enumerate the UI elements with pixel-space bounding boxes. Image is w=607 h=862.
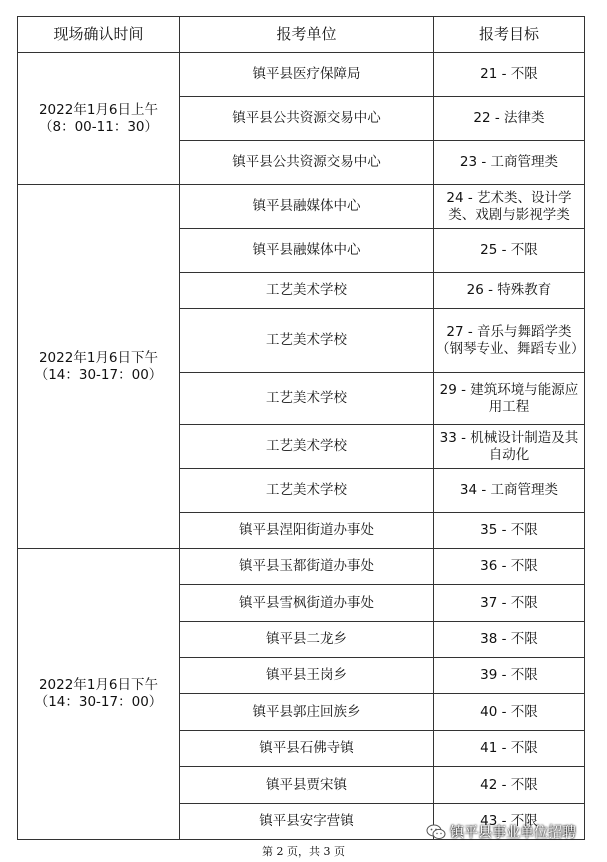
table-row — [18, 53, 585, 97]
target-cell: 35 - 不限 — [434, 513, 585, 549]
target-cell: 22 - 法律类 — [434, 97, 585, 141]
schedule-table — [17, 16, 585, 840]
time-range: （14：30-17：00） — [34, 366, 163, 383]
unit-cell: 镇平县医疗保障局 — [180, 53, 434, 97]
time-range: （14：30-17：00） — [34, 694, 163, 710]
header-target: 报考目标 — [434, 17, 585, 53]
target-cell: 34 - 工商管理类 — [434, 469, 585, 513]
watermark-text: 镇平县事业单位招聘 — [450, 825, 576, 841]
target-cell: 33 - 机械设计制造及其自动化 — [434, 425, 585, 469]
target-cell: 43 - 不限 — [434, 804, 585, 840]
unit-cell: 镇平县涅阳街道办事处 — [180, 513, 434, 549]
unit-cell: 工艺美术学校 — [180, 469, 434, 513]
target-cell: 37 - 不限 — [434, 585, 585, 622]
target-cell: 29 - 建筑环境与能源应用工程 — [434, 373, 585, 425]
time-cell — [18, 53, 180, 185]
header-row — [18, 17, 585, 53]
target-cell: 42 - 不限 — [434, 767, 585, 804]
unit-cell: 镇平县公共资源交易中心 — [180, 97, 434, 141]
unit-cell: 镇平县王岗乡 — [180, 658, 434, 694]
unit-cell: 镇平县石佛寺镇 — [180, 731, 434, 767]
unit-cell: 镇平县雪枫街道办事处 — [180, 585, 434, 622]
header-time: 现场确认时间 — [18, 17, 180, 53]
time-date: 2022年1月6日上午 — [38, 101, 159, 118]
unit-cell: 工艺美术学校 — [180, 425, 434, 469]
table-row — [18, 185, 585, 229]
target-cell: 24 - 艺术类、设计学类、戏剧与影视学类 — [434, 185, 585, 229]
target-cell: 41 - 不限 — [434, 731, 585, 767]
table-row — [18, 549, 585, 585]
target-cell: 39 - 不限 — [434, 658, 585, 694]
unit-cell: 镇平县二龙乡 — [180, 622, 434, 658]
target-cell: 40 - 不限 — [434, 694, 585, 731]
unit-cell: 镇平县安字营镇 — [180, 804, 434, 840]
unit-cell: 镇平县融媒体中心 — [180, 185, 434, 229]
time-range: （8：00-11：30） — [39, 118, 158, 135]
unit-cell: 工艺美术学校 — [180, 373, 434, 425]
target-cell: 36 - 不限 — [434, 549, 585, 585]
unit-cell: 工艺美术学校 — [180, 273, 434, 309]
target-cell: 25 - 不限 — [434, 229, 585, 273]
unit-cell: 镇平县融媒体中心 — [180, 229, 434, 273]
time-date: 2022年1月6日下午 — [38, 677, 159, 693]
watermark — [426, 822, 576, 842]
target-cell: 38 - 不限 — [434, 622, 585, 658]
time-date: 2022年1月6日下午 — [38, 349, 159, 366]
target-cell: 27 - 音乐与舞蹈学类（钢琴专业、舞蹈专业） — [434, 309, 585, 373]
time-cell — [18, 549, 180, 840]
unit-cell: 镇平县贾宋镇 — [180, 767, 434, 804]
target-cell: 23 - 工商管理类 — [434, 141, 585, 185]
page-footer: 第 2 页，共 3 页 — [262, 845, 345, 858]
time-cell — [18, 185, 180, 549]
wechat-icon — [426, 824, 446, 840]
header-unit: 报考单位 — [180, 17, 434, 53]
target-cell: 26 - 特殊教育 — [434, 273, 585, 309]
target-cell: 21 - 不限 — [434, 53, 585, 97]
unit-cell: 镇平县郭庄回族乡 — [180, 694, 434, 731]
unit-cell: 镇平县玉都街道办事处 — [180, 549, 434, 585]
unit-cell: 镇平县公共资源交易中心 — [180, 141, 434, 185]
unit-cell: 工艺美术学校 — [180, 309, 434, 373]
